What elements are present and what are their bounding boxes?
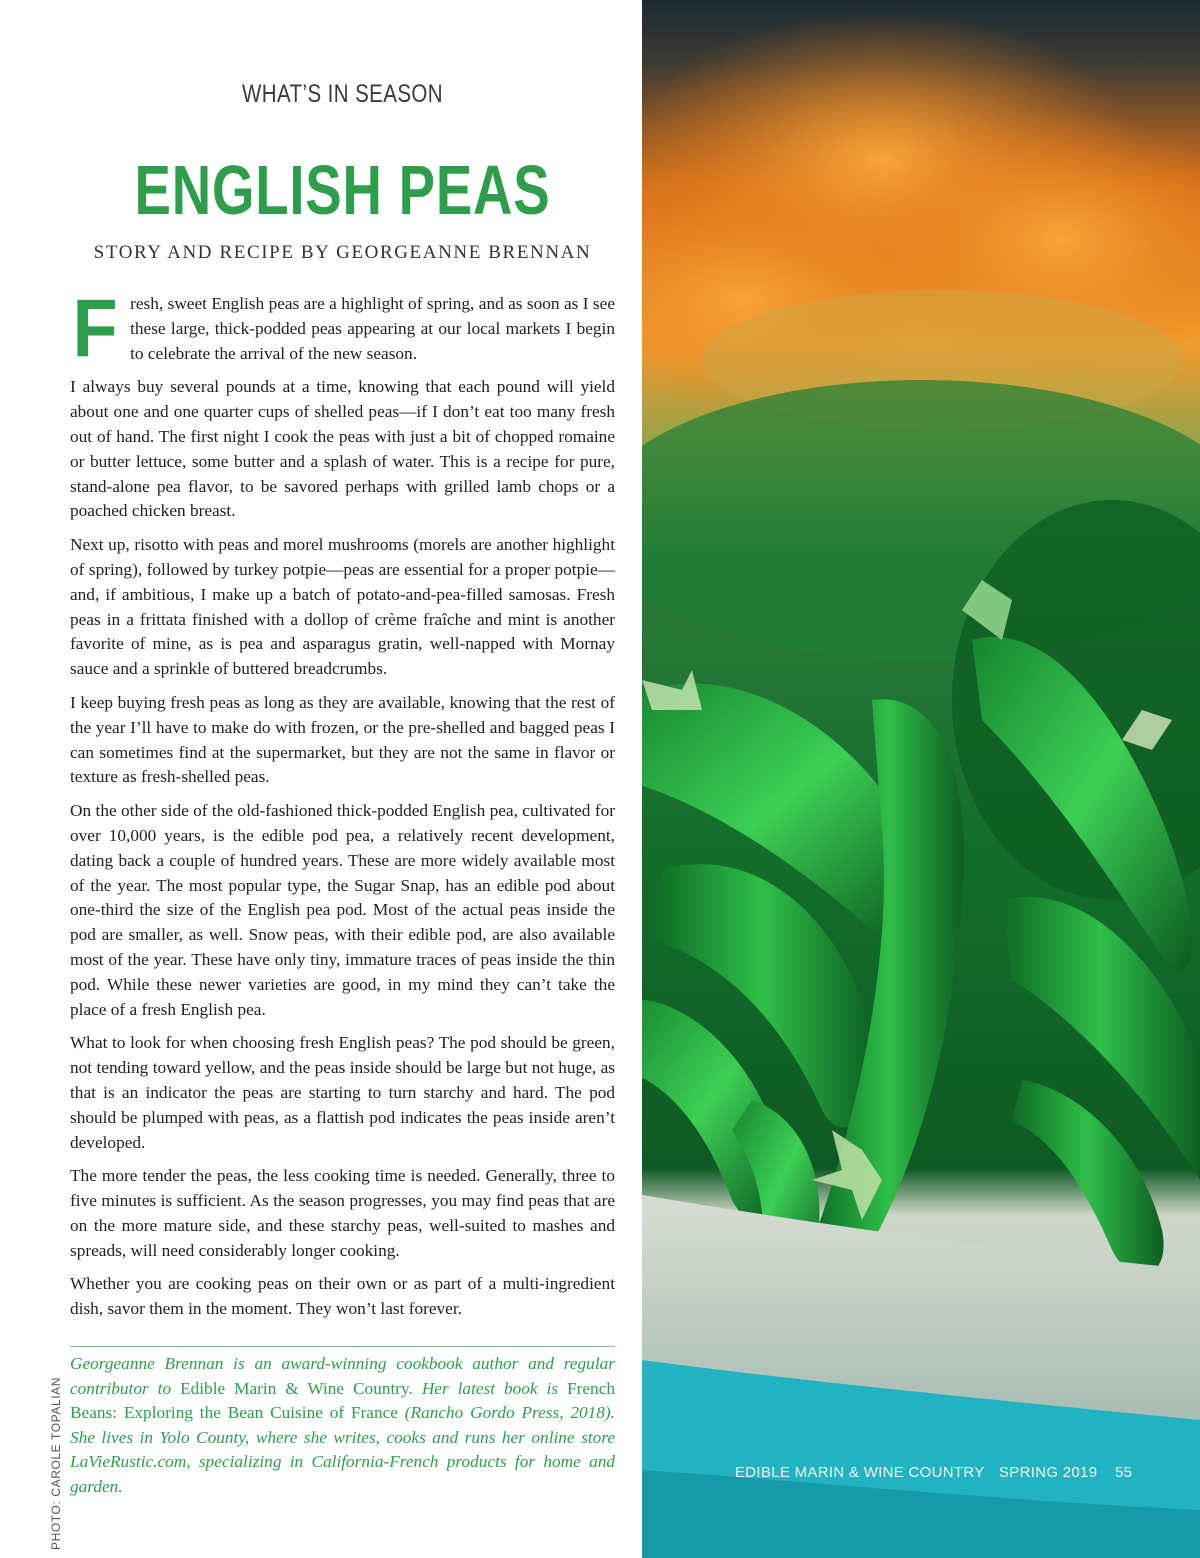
paragraph-5: On the other side of the old-fashioned thick-podded English pea, cultivated for over 10,000 years, is the edible pod pea, a relatively recent development, dating back a couple of hundred years. These are more widely available most of the year. The most popular type, the Sugar Snap, has an edible pod about one-third the size of the English pea pod. Most of the actual peas inside the pod are smaller, as well. Snow peas, with their edible pod, are also available most of the year. These have only tiny, immature traces of peas inside the thin pod. While these newer varieties are good, in my mind they can’t take the place of a fresh English pea. — [70, 801, 615, 1019]
paragraph-3: Next up, risotto with peas and morel mushrooms (morels are another highlight of spring), followed by turkey potpie—peas are essential for a proper potpie—and, if ambitious, I make up a batch of potato-and-pea-filled samosas. Fresh peas in a frittata finished with a dollop of crème fraîche and mint is another favorite of mine, as is pea and asparagus gratin, well-napped with Mornay sauce and a sprinkle of buttered breadcrumbs. — [70, 535, 615, 679]
paragraph-7: The more tender the peas, the less cooking time is needed. Generally, three to five minutes is sufficient. As the season progresses, you may find peas that are on the more mature side, and these starchy peas, well-suited to mashes and spreads, will need considerably longer cooking. — [70, 1166, 615, 1260]
bio-book-title: French Beans: Exploring the Bean Cuisine of France — [70, 1378, 616, 1423]
paragraph-2: I always buy several pounds at a time, knowing that each pound will yield about one and one quarter cups of shelled peas—if I don’t eat too many fresh out of hand. The first night I cook the peas with just a bit of chopped romaine or butter lettuce, some butter and a splash of water. This is a recipe for pure, stand-alone pea flavor, to be savored perhaps with grilled lamb chops or a poached chicken breast. — [70, 377, 615, 521]
bio-magazine: Edible Marin & Wine Country. — [180, 1378, 413, 1398]
drop-cap: F — [72, 283, 118, 374]
page-footer — [735, 1464, 1135, 1481]
bio-text-2: Her latest book is — [412, 1378, 568, 1398]
byline: STORY AND RECIPE BY GEORGEANNE BRENNAN — [93, 242, 592, 263]
paragraph-6: What to look for when choosing fresh English peas? The pod should be green, not tending toward yellow, and the peas inside should be large but not huge, as that is an indicator the peas are starting to turn starchy and hard. The pod should be plumped with peas, as a flattish pod indicates the peas inside aren’t developed. — [70, 1033, 615, 1152]
page-title: ENGLISH PEAS — [134, 151, 551, 229]
pea-photo — [642, 0, 1200, 1558]
footer-page-number: 55 — [1115, 1464, 1133, 1481]
section-label: WHAT’S IN SEASON — [242, 80, 443, 108]
paragraph-4: I keep buying fresh peas as long as they are available, knowing that the rest of the year I’ll have to make do with frozen, or the pre-shelled and bagged peas I can sometimes find at the supermarket, but they are not the same in flavor or texture as fresh-shelled peas. — [70, 692, 615, 787]
paragraph-1 — [70, 283, 615, 374]
bio-divider — [70, 1346, 615, 1347]
author-bio — [70, 1352, 615, 1500]
bio-text-1: Georgeanne Brennan is an award-winning cookbook author and regular contributor to — [70, 1354, 615, 1398]
photo-credit: PHOTO: CAROLE TOPALIAN — [49, 1376, 63, 1550]
paragraph-1-text: resh, sweet English peas are a highlight of spring, and as soon as I see these large, thick-podded peas appearing at our local markets I begin to celebrate the arrival of the new season. — [130, 294, 615, 363]
article-body — [70, 283, 615, 1331]
pea-photo-illustration — [642, 0, 1200, 1558]
footer-publication: EDIBLE MARIN & WINE COUNTRY — [735, 1464, 985, 1481]
bio-text-3: (Rancho Gordo Press, 2018). She lives in Yolo County, where she writes, cooks and runs her online store LaVieRustic.com, specializing in California-French products for home and garden. — [70, 1403, 616, 1496]
paragraph-8: Whether you are cooking peas on their own or as part of a multi-ingredient dish, savor them in the moment. They won’t last forever. — [70, 1274, 615, 1319]
footer-issue: SPRING 2019 — [999, 1464, 1098, 1481]
